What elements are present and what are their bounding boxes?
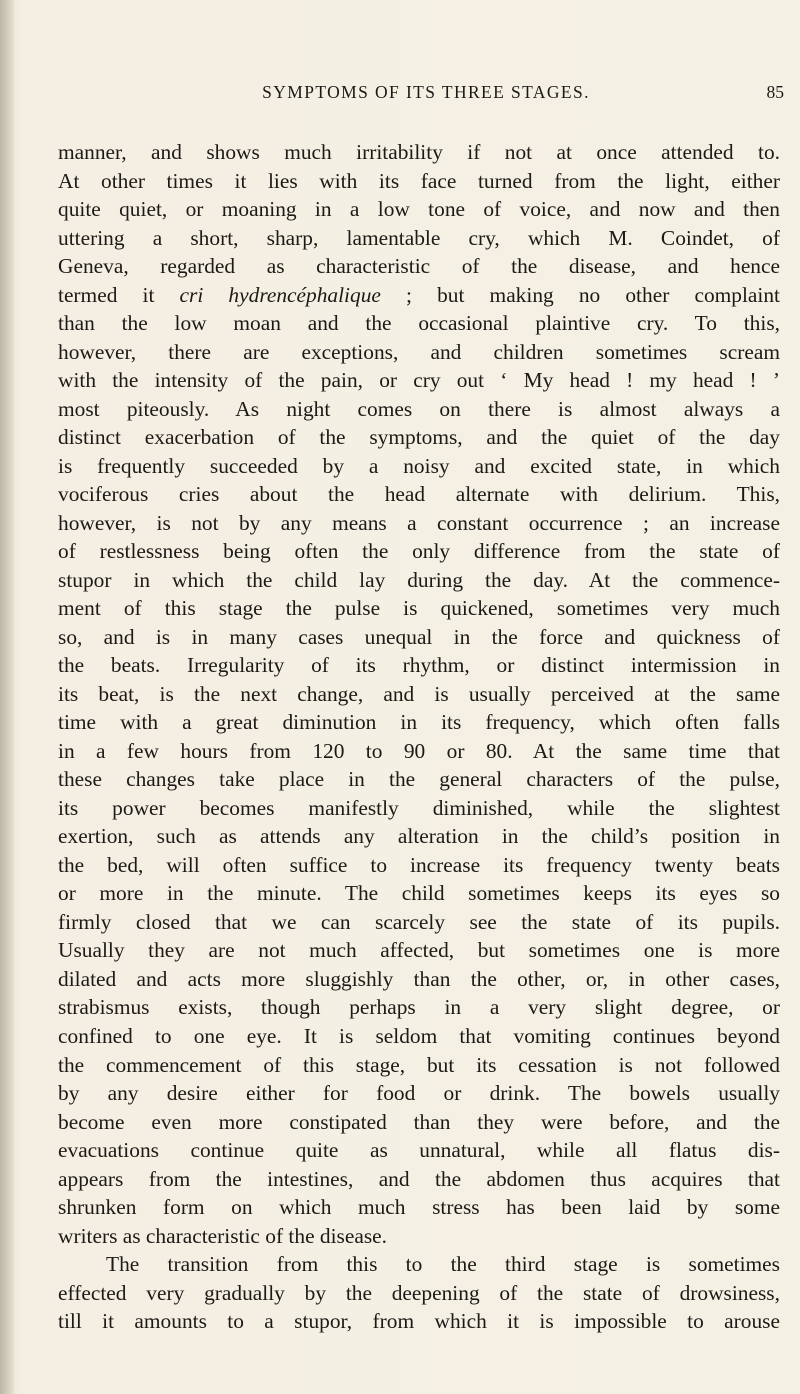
text-line: Geneva, regarded as characteristic of the disease, and hence xyxy=(58,254,780,279)
paragraph xyxy=(58,1250,780,1336)
text-line: however, there are exceptions, and children sometimes scream xyxy=(58,339,780,364)
text-line: exertion, such as attends any alteration in the child’s position in xyxy=(58,824,780,849)
text-line: the bed, will often suffice to increase its frequency twenty beats xyxy=(58,852,780,877)
body-text xyxy=(58,138,780,1336)
text-line: the beats. Irregularity of its rhythm, or distinct intermission in xyxy=(58,653,780,678)
text-line: its power becomes manifestly diminished, while the slightest xyxy=(58,795,780,820)
text-line: till it amounts to a stupor, from which it is impossible to arouse xyxy=(58,1309,780,1334)
text-line: Usually they are not much affected, but sometimes one is more xyxy=(58,938,780,963)
text-line: vociferous cries about the head alternate with delirium. This, xyxy=(58,482,780,507)
text-line: of restlessness being often the only difference from the state of xyxy=(58,539,780,564)
text-line: uttering a short, sharp, lamentable cry, which M. Coindet, of xyxy=(58,225,780,250)
text-line: its beat, is the next change, and is usually perceived at the same xyxy=(58,681,780,706)
text-line: with the intensity of the pain, or cry out ‘ My head ! my head ! ’ xyxy=(58,368,780,393)
text-line: ment of this stage the pulse is quickened, sometimes very much xyxy=(58,596,780,621)
text-line: however, is not by any means a constant occurrence ; an increase xyxy=(58,510,780,535)
text-line: effected very gradually by the deepening of the state of drowsiness, xyxy=(58,1280,780,1305)
text-line: stupor in which the child lay during the day. At the commence- xyxy=(58,567,780,592)
running-head xyxy=(98,82,784,108)
text-line: time with a great diminution in its frequency, which often falls xyxy=(58,710,780,735)
text-line: quite quiet, or moaning in a low tone of voice, and now and then xyxy=(58,197,780,222)
text-line: by any desire either for food or drink. The bowels usually xyxy=(58,1081,780,1106)
text-line: termed it cri hydrencéphalique ; but making no other complaint xyxy=(58,282,780,307)
page-number: 85 xyxy=(766,82,784,102)
text-line: writers as characteristic of the disease. xyxy=(58,1223,388,1248)
binding-shadow xyxy=(0,0,14,1394)
text-line: most piteously. As night comes on there is almost always a xyxy=(58,396,780,421)
text-line: the commencement of this stage, but its cessation is not followed xyxy=(58,1052,780,1077)
text-line: is frequently succeeded by a noisy and excited state, in which xyxy=(58,453,780,478)
text-line: confined to one eye. It is seldom that vomiting continues beyond xyxy=(58,1023,780,1048)
paragraph xyxy=(58,138,780,1250)
text-line: become even more constipated than they were before, and the xyxy=(58,1109,780,1134)
text-line: or more in the minute. The child sometimes keeps its eyes so xyxy=(58,881,780,906)
text-line: in a few hours from 120 to 90 or 80. At the same time that xyxy=(58,738,780,763)
text-line: firmly closed that we can scarcely see the state of its pupils. xyxy=(58,909,780,934)
text-line: dilated and acts more sluggishly than the other, or, in other cases, xyxy=(58,966,780,991)
text-line: At other times it lies with its face turned from the light, either xyxy=(58,168,780,193)
text-line: appears from the intestines, and the abdomen thus acquires that xyxy=(58,1166,780,1191)
text-line: evacuations continue quite as unnatural, while all flatus dis- xyxy=(58,1138,780,1163)
text-line: distinct exacerbation of the symptoms, and the quiet of the day xyxy=(58,425,780,450)
text-line: manner, and shows much irritability if not at once attended to. xyxy=(58,140,780,164)
text-line: shrunken form on which much stress has been laid by some xyxy=(58,1195,780,1220)
text-line: The transition from this to the third stage is sometimes xyxy=(106,1252,780,1277)
text-line: these changes take place in the general characters of the pulse, xyxy=(58,767,780,792)
text-line: strabismus exists, though perhaps in a very slight degree, or xyxy=(58,995,780,1020)
running-title: SYMPTOMS OF ITS THREE STAGES. xyxy=(262,82,590,102)
text-line: than the low moan and the occasional plaintive cry. To this, xyxy=(58,311,780,336)
text-line: so, and is in many cases unequal in the force and quickness of xyxy=(58,624,780,649)
